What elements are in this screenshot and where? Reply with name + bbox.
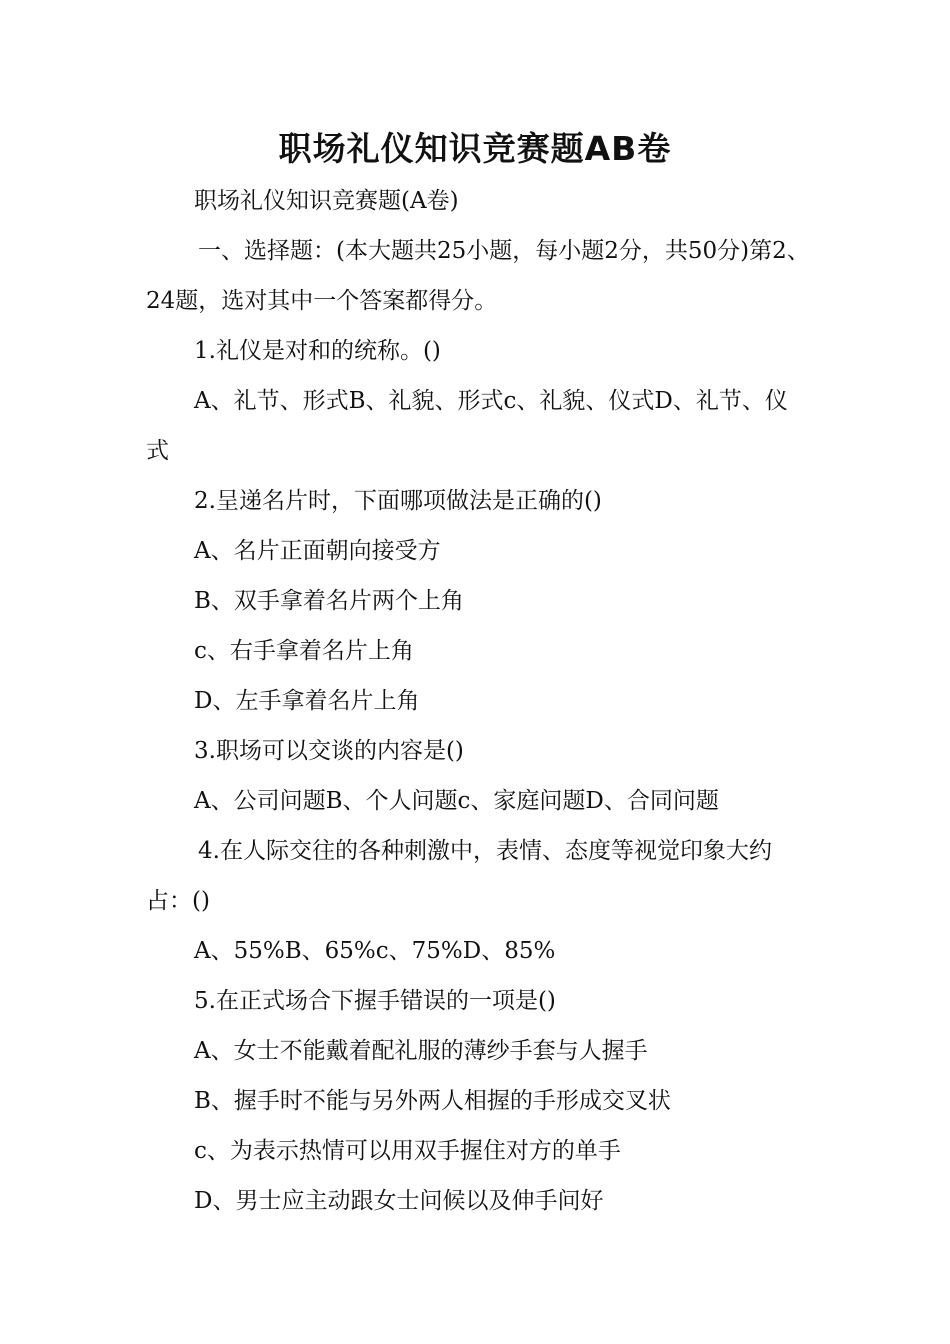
question-3-options: A、公司问题B、个人问题c、家庭问题D、合同问题 bbox=[194, 788, 719, 814]
question-4: 4.在人际交往的各种刺激中，表情、态度等视觉印象大约占：() bbox=[146, 838, 772, 914]
question-2-option-b: B、双手拿着名片两个上角 bbox=[194, 588, 464, 614]
question-1-options: A、礼节、形式B、礼貌、形式c、礼貌、仪式D、礼节、仪式 bbox=[146, 388, 788, 464]
document-body bbox=[146, 176, 810, 1226]
question-4-options: A、55%B、65%c、75%D、85% bbox=[194, 938, 556, 964]
question-5-option-d: D、男士应主动跟女士问候以及伸手问好 bbox=[194, 1188, 604, 1214]
question-5-option-b: B、握手时不能与另外两人相握的手形成交叉状 bbox=[194, 1088, 671, 1114]
question-5-option-c: c、为表示热情可以用双手握住对方的单手 bbox=[194, 1138, 621, 1164]
question-2: 2.呈递名片时，下面哪项做法是正确的() bbox=[194, 488, 602, 514]
section-heading-paragraph: 一、选择题：(本大题共25小题，每小题2分，共50分)第2、24题，选对其中一个答案都得分。 bbox=[146, 238, 810, 314]
subtitle-paragraph: 职场礼仪知识竞赛题(A卷) bbox=[194, 188, 459, 214]
question-1: 1.礼仪是对和的统称。() bbox=[194, 338, 441, 364]
question-5-option-a: A、女士不能戴着配礼服的薄纱手套与人握手 bbox=[194, 1038, 648, 1064]
page-title: 职场礼仪知识竞赛题AB卷 bbox=[278, 129, 672, 168]
question-2-option-c: c、右手拿着名片上角 bbox=[194, 638, 414, 664]
question-3: 3.职场可以交谈的内容是() bbox=[194, 738, 464, 764]
question-5: 5.在正式场合下握手错误的一项是() bbox=[194, 988, 556, 1014]
question-2-option-a: A、名片正面朝向接受方 bbox=[194, 538, 441, 564]
question-2-option-d: D、左手拿着名片上角 bbox=[194, 688, 420, 714]
